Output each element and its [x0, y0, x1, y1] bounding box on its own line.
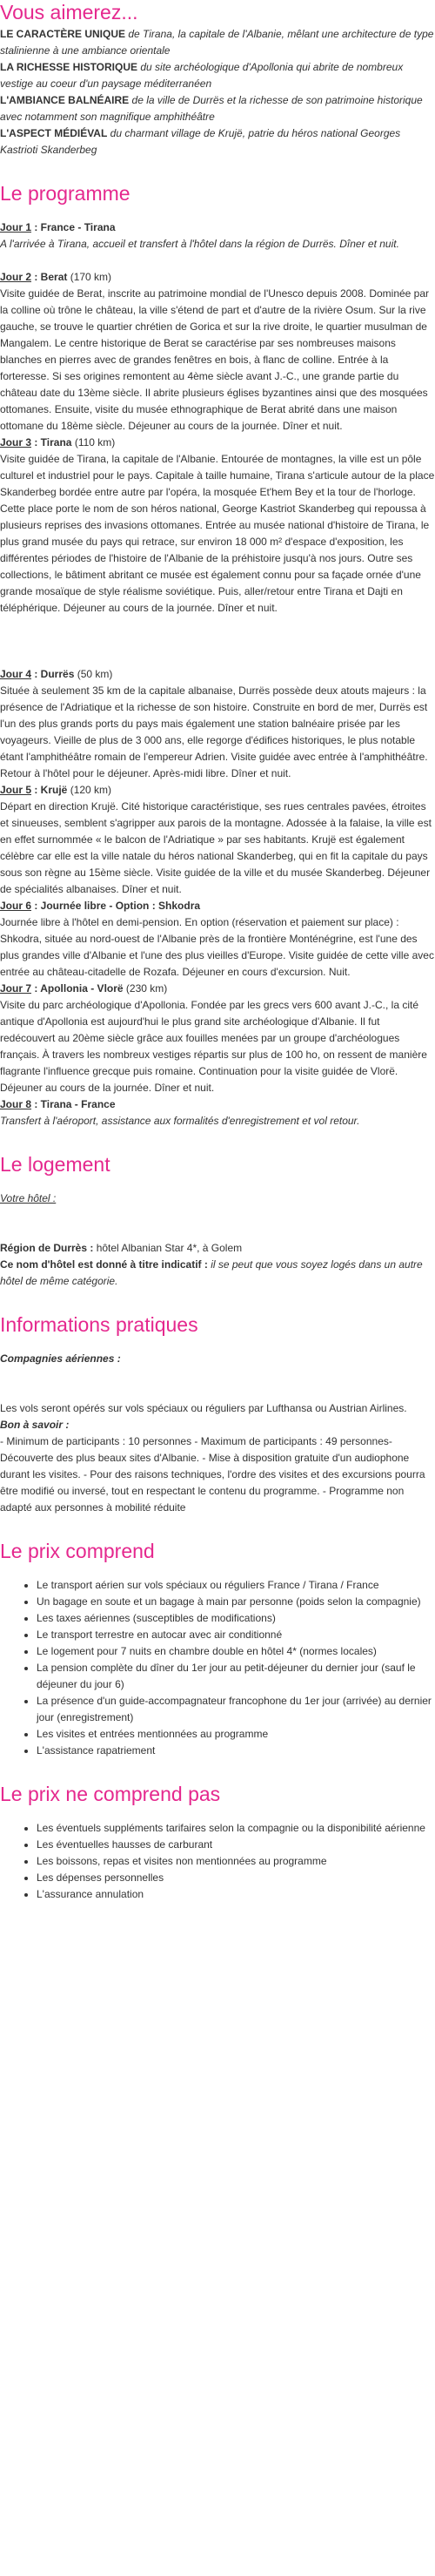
list-item: • Le logement pour 7 nuits en chambre double en hôtel 4* (normes locales) — [37, 1643, 435, 1660]
section-title-ne-comprend: Le prix ne comprend pas — [0, 1783, 221, 1805]
day-title: : Tirana — [31, 436, 72, 448]
savoir-label: Bon à savoir : — [0, 1419, 70, 1431]
list-item: • Le transport terrestre en autocar avec air conditionné — [37, 1627, 435, 1643]
programme-day — [0, 219, 435, 253]
programme-day — [0, 981, 435, 1096]
day-label: Jour 2 — [0, 271, 32, 283]
aimez-item-text: du charmant village de Krujë, patrie du héros national Georges Kastrioti Skanderbeg — [0, 127, 401, 156]
hotel-indicatif-label: Ce nom d'hôtel est donné à titre indicatif : — [0, 1258, 208, 1271]
day-title: : Berat — [31, 271, 68, 283]
aimez-item — [0, 26, 435, 59]
aimez-item-text: de Tirana, la capitale de l'Albanie, mêlant une architecture de type stalinienne à une ambiance orientale — [0, 28, 434, 57]
day-text: Située à seulement 35 km de la capitale albanaise, Durrës possède deux atouts majeurs : la présence de l'Adriatique et la richesse de son histoire. Construite en bord de mer, Durrës est l'un des plus grands ports du pays mais également une station balnéaire prisée par les voyageurs. Vieille de plus de 3 000 ans, elle regorge d'édifices historiques, le plus notable étant l'amphithéâtre romain de l'empereur Adrien. Visite guidée avec entrée à l'amphithéâtre. Retour à l'hôtel pour le déjeuner. Après-midi libre. Dîner et nuit. — [0, 684, 428, 779]
day-label: Jour 4 — [0, 668, 32, 680]
list-item: • Les visites et entrées mentionnées au programme — [37, 1726, 435, 1743]
day-text: Journée libre à l'hôtel en demi-pension. En option (réservation et paiement sur place) : Shkodra, située au nord-ouest de l'Albanie près de la frontière Monténégrine, est l'une des plus grandes ville d'Albanie et l'une des plus vieilles d'Europe. Visite guidée de cette ville avec entrée au château-citadelle de Rozafa. Déjeuner en cours d'excursion. Nuit. — [0, 916, 434, 978]
programme-day — [0, 666, 435, 782]
hotel-indicatif-value: il se peut que vous soyez logés dans un autre hôtel de même catégorie. — [0, 1258, 423, 1287]
aimez-item-bold: L'AMBIANCE BALNÉAIRE — [0, 94, 130, 106]
list-item: • La pension complète du dîner du 1er jour au petit-déjeuner du dernier jour (sauf le déjeuner du jour 6) — [37, 1660, 435, 1693]
compagnies-text: Les vols seront opérés sur vols spéciaux ou réguliers par Lufthansa ou Austrian Airlines. — [0, 1402, 407, 1414]
day-distance: (120 km) — [67, 784, 112, 796]
day-text: A l'arrivée à Tirana, accueil et transfert à l'hôtel dans la région de Durrës. Dîner et nuit. — [0, 238, 399, 250]
hotel-region-value: hôtel Albanian Star 4*, à Golem — [93, 1242, 243, 1254]
ne-comprend-list — [0, 1820, 435, 1903]
list-item: • Les dépenses personnelles — [37, 1870, 435, 1886]
section-title-aimez: Vous aimerez... — [0, 1, 138, 24]
aimez-item — [0, 92, 435, 125]
list-item: • Les boissons, repas et visites non mentionnées au programme — [37, 1853, 435, 1870]
hotel-region-label: Région de Durrès : — [0, 1242, 94, 1254]
aimez-item-bold: LE CARACTÈRE UNIQUE — [0, 28, 126, 40]
day-heading — [0, 666, 435, 683]
day-text: Visite du parc archéologique d'Apollonia. Fondée par les grecs vers 600 avant J.-C., la cité antique d'Apollonia est aujourd'hui le plus grand site archéologique d'Albanie. Il fut redécouvert au 20ème siècle grâce aux fouilles menées par un groupe d'archéologues français. À travers les nombreux vestiges répartis sur plus de 100 ho, on ressent de manière flagrante l'influence grecque puis romaine. Continuation pour la visite guidée de Vlorë. Déjeuner au cours de la journée. Dîner et nuit. — [0, 999, 427, 1094]
list-item: • Le transport aérien sur vols spéciaux ou réguliers France / Tirana / France — [37, 1577, 435, 1594]
day-title: : France - Tirana — [31, 221, 116, 233]
day-text: Visite guidée de Tirana, la capitale de l'Albanie. Entourée de montagnes, la ville est un pôle culturel et industriel pour le pays. Capitale à taille humaine, Tirana s'articule autour de la place Skanderbeg bordée entre autre par l'opéra, la mosquée Et'hem Bey et la tour de l'horloge. Cette place porte le nom de son héros national, George Kastriot Skanderbeg qui repoussa à plusieurs reprises des invasions ottomanes. Entrée au musée national d'histoire de Tirana, le plus grand musée du pays qui retrace, sur environ 18 000 m² d'espace d'exposition, les différentes périodes de l'histoire de l'Albanie de la préhistoire jusqu'à nos jours. Outre ses collections, le bâtiment abritant ce musée est également connu pour sa façade ornée d'une grande mosaïque de style réalisme soviétique. Puis, aller/retour entre Tirana et Dajti en téléphérique. Déjeuner au cours de la journée. Dîner et nuit. — [0, 453, 435, 614]
section-title-programme: Le programme — [0, 182, 130, 205]
day-label: Jour 3 — [0, 436, 32, 448]
day-heading — [0, 981, 435, 997]
list-item: • Les éventuels suppléments tarifaires selon la compagnie ou la disponibilité aérienne — [37, 1820, 435, 1837]
day-heading — [0, 1096, 435, 1113]
list-item: • L'assistance rapatriement — [37, 1743, 435, 1759]
aimez-item — [0, 125, 435, 158]
savoir-text: - Minimum de participants : 10 personnes - Maximum de participants : 49 personnes- Découverte des plus beaux sites d'Albanie. - Mise à disposition gratuite d'un audiophone durant les visites. - Pour des raisons techniques, l'ordre des visites et des excursions pourra être modifié ou inversé, tout en respectant le contenu du programme. - Programme non adapté aux personnes à mobilité réduite — [0, 1435, 425, 1514]
day-label: Jour 6 — [0, 900, 32, 912]
aimez-item-text: de la ville de Durrës et la richesse de son patrimoine historique avec notamment son magnifique amphithéâtre — [0, 94, 423, 123]
day-heading — [0, 435, 435, 451]
votre-hotel-label: Votre hôtel : — [0, 1192, 57, 1204]
programme-day — [0, 269, 435, 435]
day-text: Départ en direction Krujë. Cité historique caractéristique, ses rues centrales pavées, étroites et sinueuses, semblent s'agripper aux parois de la montagne. Adossée à la falaise, la ville est en effet surnommée « le balcon de l'Adriatique » par ses habitants. Krujë est également célèbre car elle est la ville natale du héros national Skanderbeg, qui en fit la capitale du pays sous son règne au 15ème siècle. Visite guidée de la ville et du musée Skanderbeg. Déjeuner de spécialités albanaises. Dîner et nuit. — [0, 800, 432, 895]
aimez-item-bold: L'ASPECT MÉDIÉVAL — [0, 127, 108, 139]
aimez-item-text: du site archéologique d'Apollonia qui abrite de nombreux vestige au coeur d'un paysage méditerranéen — [0, 61, 404, 90]
programme-day — [0, 782, 435, 898]
day-title: : Durrës — [31, 668, 75, 680]
day-title: : Journée libre - Option : Shkodra — [31, 900, 201, 912]
programme-day — [0, 1096, 435, 1130]
programme-day — [0, 898, 435, 981]
day-title: : Krujë — [31, 784, 68, 796]
day-heading — [0, 782, 435, 799]
day-label: Jour 1 — [0, 221, 32, 233]
day-distance: (170 km) — [67, 271, 112, 283]
programme-day — [0, 435, 435, 617]
day-distance: (110 km) — [71, 436, 116, 448]
section-title-comprend: Le prix comprend — [0, 1540, 155, 1562]
day-label: Jour 8 — [0, 1098, 32, 1110]
list-item: • Un bagage en soute et un bagage à main par personne (poids selon la compagnie) — [37, 1594, 435, 1610]
aimez-item-bold: LA RICHESSE HISTORIQUE — [0, 61, 138, 73]
day-text: Visite guidée de Berat, inscrite au patrimoine mondial de l'Unesco depuis 2008. Dominée par la colline où trône le château, la ville s'étend de part et d'autre de la rivière Osum. Sur la rive gauche, se trouve le quartier chrétien de Gorica et sur la rive droite, le quartier musulman de Mangalem. Le centre historique de Berat se caractérise par ses nombreuses maisons blanches en pierres avec de grandes fenêtres en bois, à flanc de colline. Entrée à la forteresse. Si ses origines remontent au 4ème siècle avant J.-C., une grande partie du château date du 13ème siècle. Il abrite plusieurs églises byzantines ainsi que des mosquées ottomanes. Ensuite, visite du musée ethnographique de Berat abrité dans une maison ottomane du 18ème siècle. Déjeuner au cours de la journée. Dîner et nuit. — [0, 287, 430, 432]
section-title-logement: Le logement — [0, 1153, 110, 1176]
day-title: : Tirana - France — [31, 1098, 116, 1110]
hotel-region — [0, 1240, 435, 1257]
section-title-infos: Informations pratiques — [0, 1313, 198, 1336]
list-item: • Les éventuelles hausses de carburant — [37, 1837, 435, 1853]
day-title: : Apollonia - Vlorë — [31, 982, 124, 995]
day-distance: (230 km) — [123, 982, 168, 995]
list-item: • La présence d'un guide-accompagnateur francophone du 1er jour (arrivée) au dernier jour (enregistrement) — [37, 1693, 435, 1726]
list-item: • Les taxes aériennes (susceptibles de modifications) — [37, 1610, 435, 1627]
day-text: Transfert à l'aéroport, assistance aux formalités d'enregistrement et vol retour. — [0, 1115, 360, 1127]
day-label: Jour 5 — [0, 784, 32, 796]
day-distance: (50 km) — [74, 668, 113, 680]
aimez-item — [0, 59, 435, 92]
compagnies-label: Compagnies aériennes : — [0, 1352, 121, 1365]
comprend-list — [0, 1577, 435, 1759]
day-label: Jour 7 — [0, 982, 32, 995]
day-heading — [0, 219, 435, 236]
list-item: • L'assurance annulation — [37, 1886, 435, 1903]
day-heading — [0, 269, 435, 286]
aimez-list — [0, 26, 435, 158]
day-heading — [0, 898, 435, 914]
hotel-indicatif — [0, 1257, 435, 1290]
